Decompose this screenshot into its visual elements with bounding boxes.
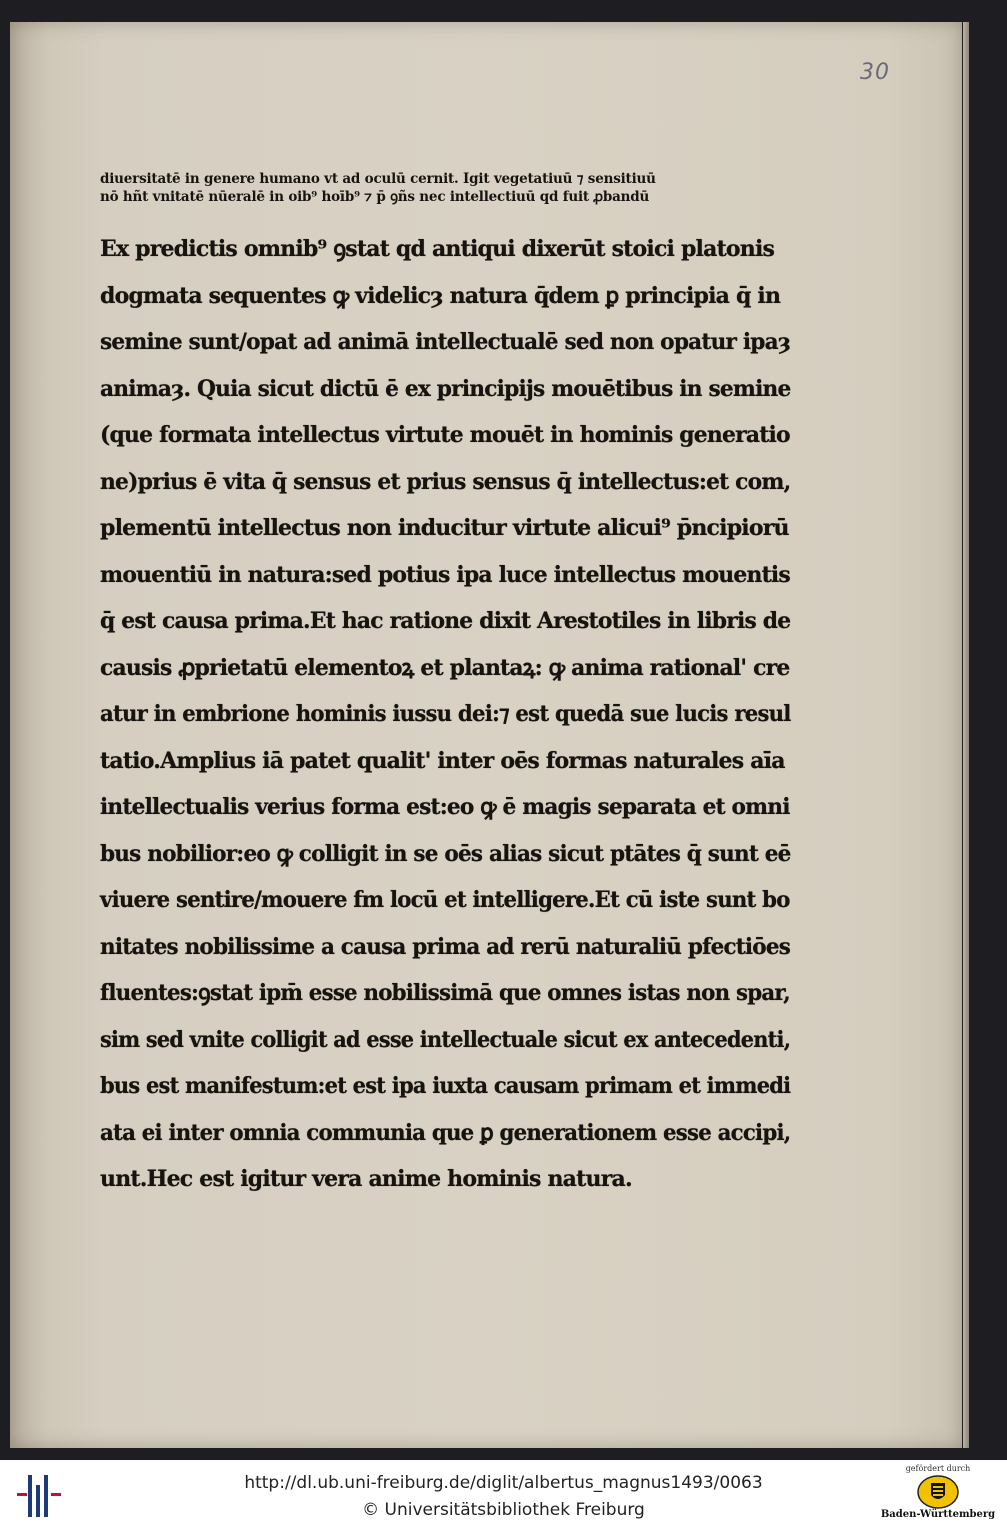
text-line: animaȝ. Quia sicut dictū ē ex principijs mouētibus in semine xyxy=(100,375,791,402)
header-text-line: diuersitatē in genere humano vt ad oculū cernit. Igit vegetatiuū ⁊ sensitiuū xyxy=(100,171,656,187)
text-line: unt.Hec est igitur vera anime hominis natura. xyxy=(100,1166,632,1192)
book-page xyxy=(10,22,962,1448)
text-line: viuere sentire/mouere fm locū et intelligere.Et cū iste sunt bo xyxy=(100,887,790,913)
sponsor-name: Baden-Württemberg xyxy=(880,1509,996,1520)
folio-number: 30 xyxy=(860,60,890,85)
text-line: plementū intellectus non inducitur virtute alicui⁹ p̄ncipiorū xyxy=(100,515,789,541)
text-line: bus nobilior:eo ꝙ colligit in se oēs alias sicut ptātes q̄ sunt eē xyxy=(100,840,791,867)
text-line: q̄ est causa prima.Et hac ratione dixit Arestotiles in libris de xyxy=(100,608,791,634)
document-url[interactable]: http://dl.ub.uni-freiburg.de/diglit/albertus_magnus1493/0063 xyxy=(244,1473,763,1493)
sponsor-caption: gefördert durch xyxy=(905,1464,971,1473)
text-line: dogmata sequentes ꝙ videlicȝ natura q̄dem ꝑ principia q̄ in xyxy=(100,282,781,309)
text-line: ne)prius ē vita q̄ sensus et prius sensus q̄ intellectus:et com, xyxy=(100,468,791,495)
text-line: bus est manifestum:et est ipa iuxta causam primam et immedi xyxy=(100,1073,791,1099)
text-line: Ex predictis omnib⁹ ꝯstat qd antiqui dixerūt stoici platonis xyxy=(100,236,775,262)
copyright-text: © Universitätsbibliothek Freiburg xyxy=(362,1500,645,1520)
footer xyxy=(0,1460,1007,1532)
text-line: sim sed vnite colligit ad esse intellectuale sicut ex antecedenti, xyxy=(100,1026,791,1053)
text-line: intellectualis verius forma est:eo ꝙ ē magis separata et omni xyxy=(100,794,790,820)
text-line: semine sunt/opat ad animā intellectualē sed non opatur ipaȝ xyxy=(100,329,791,355)
sponsor-block xyxy=(879,1464,997,1530)
coat-of-arms-icon xyxy=(916,1475,960,1509)
text-block xyxy=(100,170,790,1203)
text-line: atur in embrione hominis iussu dei:⁊ est quedā sue lucis resul xyxy=(100,701,791,727)
text-line: causis ꝓprietatū elementoꝝ et plantaꝝ: ꝙ anima rational' cre xyxy=(100,654,790,681)
main-text xyxy=(100,226,790,1203)
text-line: mouentiū in natura:sed potius ipa luce intellectus mouentis xyxy=(100,561,790,588)
text-line: tatio.Amplius iā patet qualit' inter oēs formas naturales aīa xyxy=(100,747,785,774)
text-line: nitates nobilissime a causa prima ad rerū naturaliū pfectiōes xyxy=(100,933,791,960)
text-line: (que formata intellectus virtute mouēt in hominis generatio xyxy=(100,422,790,448)
text-line: fluentes:ꝯstat ipm̄ esse nobilissimā que omnes istas non spar, xyxy=(100,980,790,1006)
header-lines xyxy=(100,170,790,206)
header-text-line: nō hñt vnitatē nūeralē in oib⁹ hoīb⁹ ⁊ p̄ ꝯñs nec intellectiuū qd fuit ꝓbandū xyxy=(100,189,650,205)
page-edge xyxy=(963,22,969,1448)
text-line: ata ei inter omnia communia que ꝑ generationem esse accipi, xyxy=(100,1119,791,1146)
